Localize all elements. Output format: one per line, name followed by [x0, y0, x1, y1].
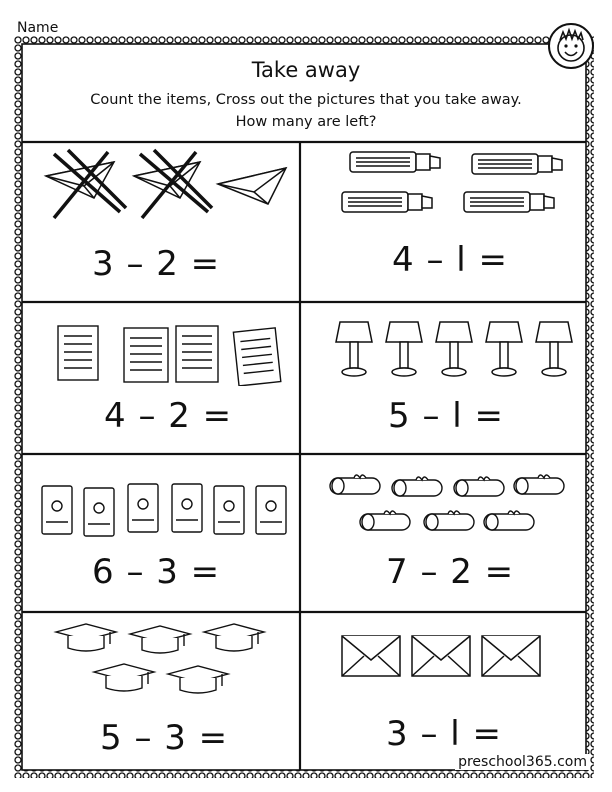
spiral-notepad-icon — [233, 328, 280, 386]
diploma-scroll-icon — [360, 511, 410, 530]
diploma-scroll-icon — [424, 511, 474, 530]
diploma-scroll-icon — [484, 511, 534, 530]
spiral-notepad-icon — [176, 326, 218, 382]
envelope-icon — [482, 636, 540, 676]
paper-airplane-icon — [218, 168, 286, 204]
diploma-scroll-icon — [330, 475, 380, 494]
highlighter-marker-icon — [350, 152, 440, 172]
table-lamp-icon — [486, 322, 522, 376]
pencil-sharpener-icon — [172, 484, 202, 532]
graduation-cap-icon — [204, 624, 264, 651]
highlighter-marker-icon — [472, 154, 562, 174]
problem-cell-4 — [312, 316, 592, 460]
problem-cell-8 — [312, 630, 592, 758]
equation-text: 3 – l = — [386, 714, 502, 754]
highlighter-marker-icon — [342, 192, 432, 212]
problem-cell-7 — [24, 620, 296, 760]
problem-cell-6 — [312, 470, 592, 602]
graduation-cap-icon — [130, 626, 190, 653]
spiral-notepad-icon — [58, 326, 98, 380]
name-label: Name — [17, 20, 59, 36]
graduation-cap-icons — [24, 620, 296, 700]
problem-cell-2 — [312, 146, 592, 296]
pencil-sharpener-icon — [256, 486, 286, 534]
table-lamp-icons — [312, 316, 592, 382]
instruction-line-2: How many are left? — [235, 114, 377, 130]
instruction-line-1: Count the items, Cross out the pictures that you take away. — [90, 92, 522, 108]
paper-airplane-icon — [46, 162, 114, 198]
diploma-scroll-icons — [312, 470, 592, 540]
spiral-notepad-icons — [24, 320, 296, 386]
envelope-icon — [412, 636, 470, 676]
equation-text: 5 – 3 = — [100, 718, 229, 758]
highlighter-marker-icons — [312, 146, 592, 226]
worksheet-title: Take away — [251, 58, 361, 82]
table-lamp-icon — [336, 322, 372, 376]
envelope-icons — [312, 630, 592, 682]
problem-cell-3 — [24, 320, 296, 460]
envelope-icon — [342, 636, 400, 676]
pencil-sharpener-icon — [84, 488, 114, 536]
paper-airplane-icons — [24, 146, 296, 226]
diploma-scroll-icon — [454, 477, 504, 496]
graduation-cap-icon — [168, 666, 228, 693]
pencil-sharpener-icon — [42, 486, 72, 534]
graduation-cap-icon — [56, 624, 116, 651]
equation-text: 7 – 2 = — [386, 552, 515, 592]
website-credit: preschool365.com — [455, 754, 590, 770]
table-lamp-icon — [436, 322, 472, 376]
spiral-notepad-icon — [124, 328, 168, 382]
graduation-cap-icon — [94, 664, 154, 691]
problem-cell-1 — [24, 146, 296, 296]
table-lamp-icon — [536, 322, 572, 376]
equation-text: 3 – 2 = — [92, 244, 221, 284]
paper-airplane-icon — [134, 162, 200, 198]
table-lamp-icon — [386, 322, 422, 376]
problem-cell-5 — [24, 478, 296, 602]
highlighter-marker-icon — [464, 192, 554, 212]
equation-text: 4 – 2 = — [104, 396, 233, 436]
diploma-scroll-icon — [514, 475, 564, 494]
equation-text: 5 – l = — [388, 396, 504, 436]
pencil-sharpener-icons — [24, 478, 296, 542]
equation-text: 4 – l = — [392, 240, 508, 280]
equation-text: 6 – 3 = — [92, 552, 221, 592]
pencil-sharpener-icon — [128, 484, 158, 532]
diploma-scroll-icon — [392, 477, 442, 496]
pencil-sharpener-icon — [214, 486, 244, 534]
